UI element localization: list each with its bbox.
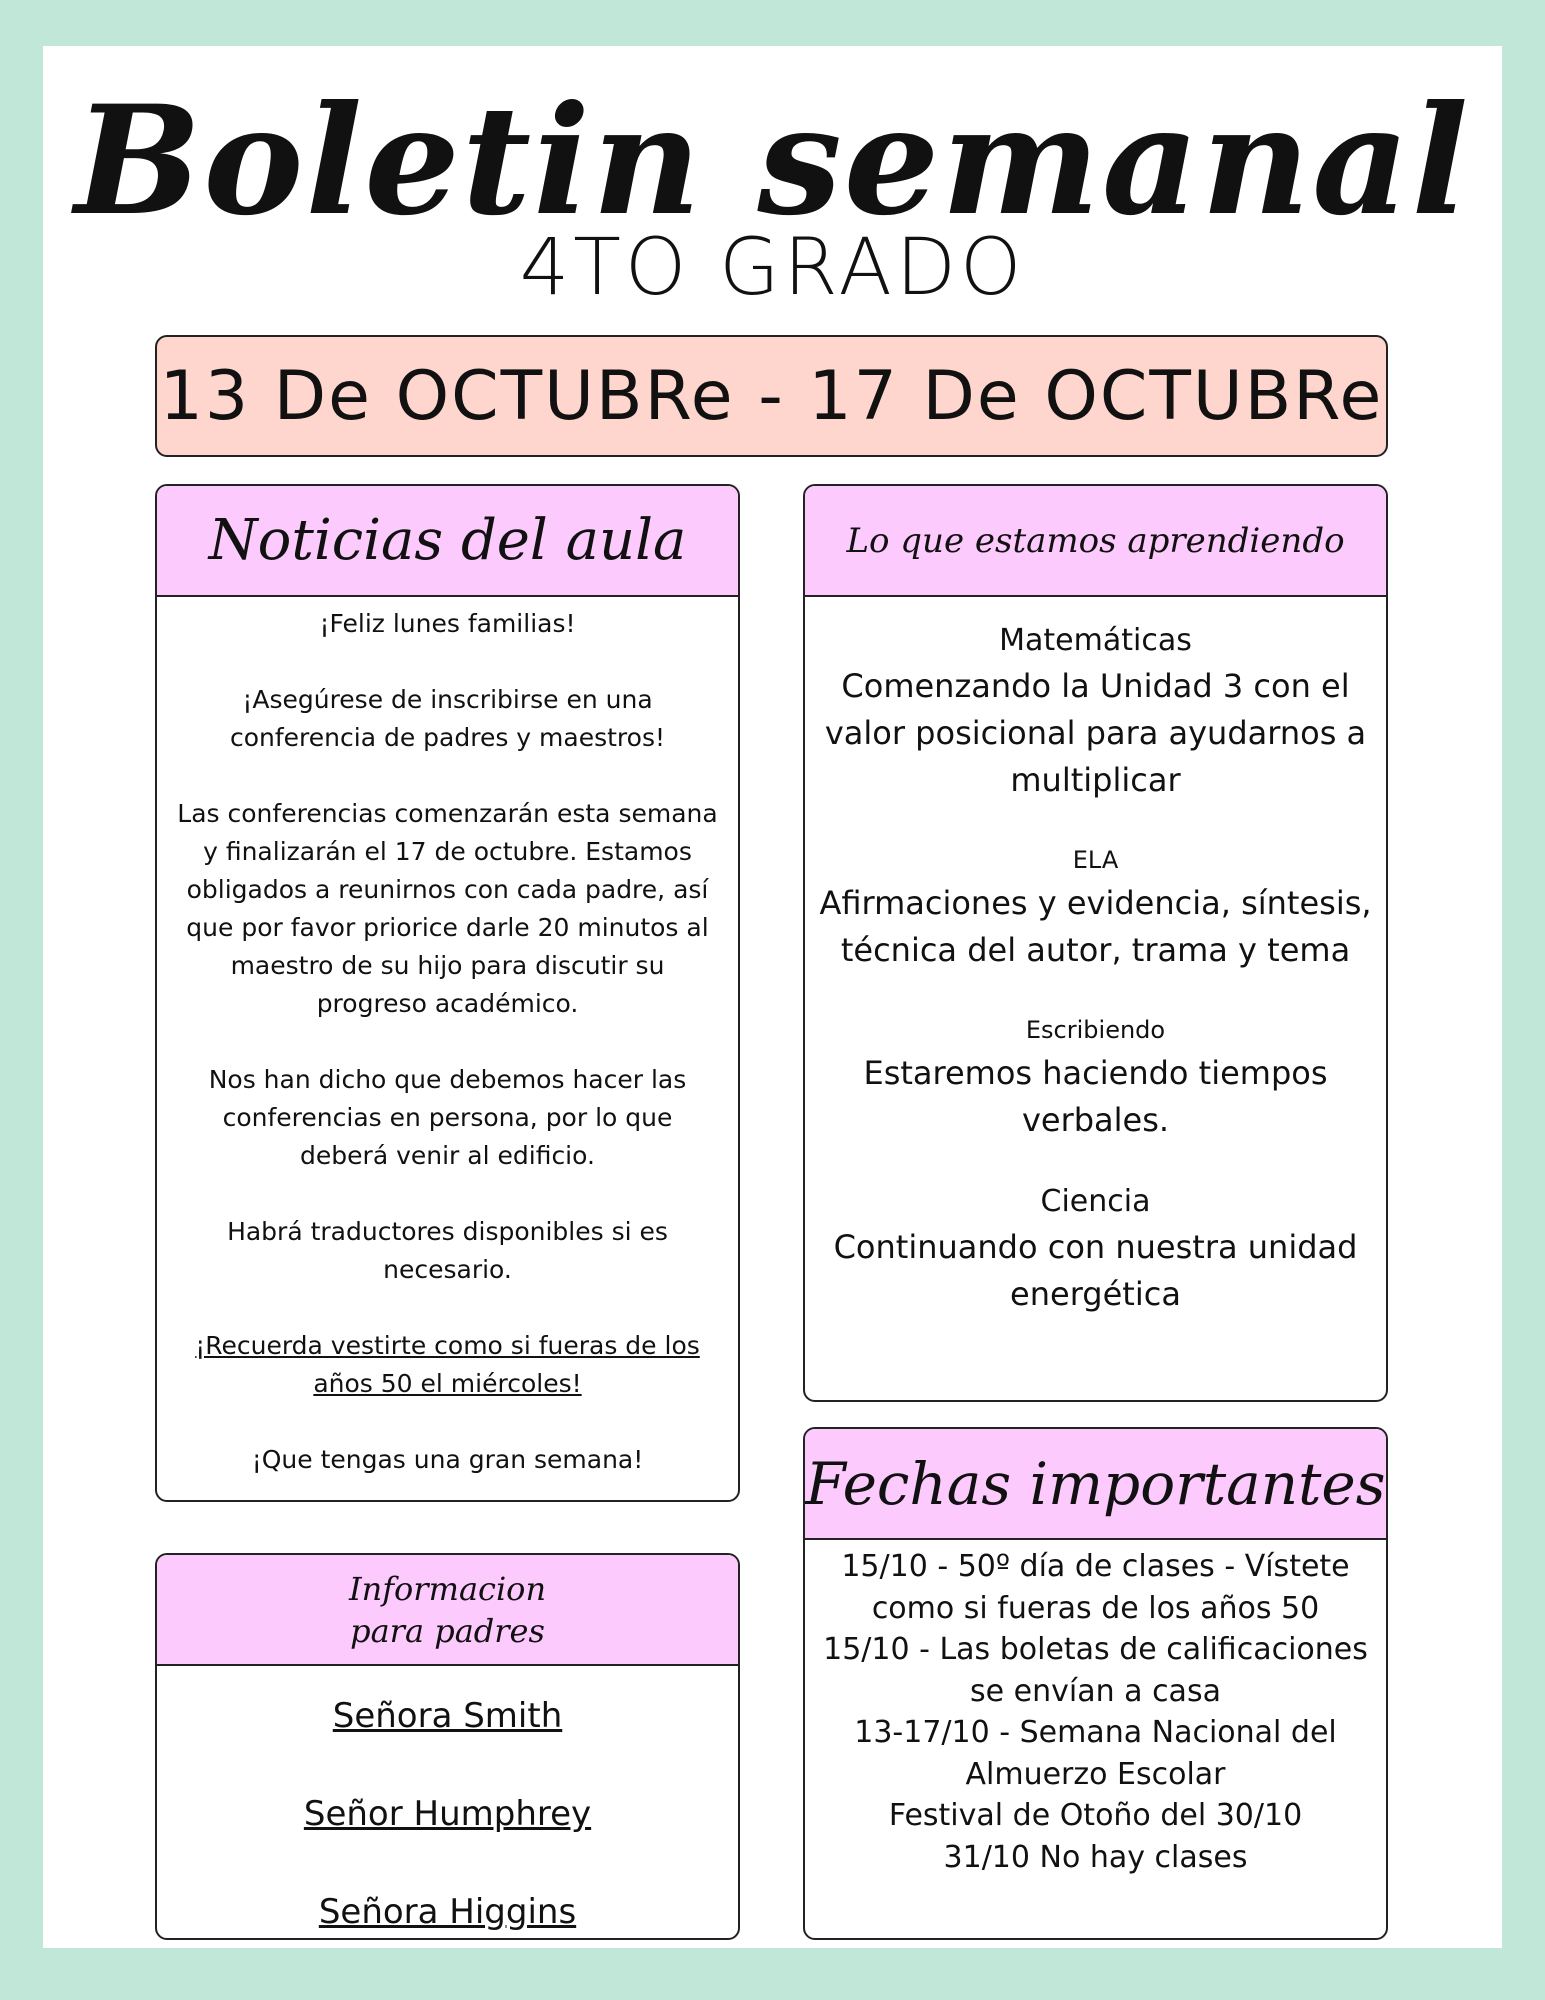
subject-name: ELA <box>1072 846 1119 874</box>
date-line: 15/10 - 50º día de clases - Vístete <box>841 1549 1350 1584</box>
subject-text: Estaremos haciendo tiempos verbales. <box>863 1054 1328 1139</box>
subject-science <box>815 1180 1376 1318</box>
parent-info-body <box>157 1666 738 1936</box>
important-dates-heading: Fechas importantes <box>805 1429 1386 1540</box>
newsletter-title: Boletin semanal <box>74 73 1471 249</box>
classroom-news-body <box>157 597 738 1479</box>
subject-text: Continuando con nuestra unidad energética <box>833 1228 1358 1313</box>
date-line: 15/10 - Las boletas de calificaciones <box>823 1632 1368 1667</box>
date-line: Almuerzo Escolar <box>965 1756 1226 1792</box>
parent-info-heading: Informacion para padres <box>157 1555 738 1666</box>
parent-info-card <box>155 1553 740 1940</box>
news-dress-up-reminder: ¡Recuerda vestirte como si fueras de los años 50 el miércoles! <box>195 1331 700 1398</box>
subject-name: Escribiendo <box>1025 1016 1166 1044</box>
classroom-news-heading: Noticias del aula <box>157 486 738 597</box>
news-translators: Habrá traductores disponibles si es necesario. <box>227 1217 668 1284</box>
news-in-person: Nos han dicho que debemos hacer las conferencias en persona, por lo que deberá venir al edificio. <box>208 1065 687 1170</box>
subject-name: Matemáticas <box>999 623 1192 658</box>
learning-body <box>805 597 1386 1318</box>
parent-contact-link[interactable]: Señora Smith <box>332 1696 563 1736</box>
subject-text: Afirmaciones y evidencia, síntesis, técnica del autor, trama y tema <box>819 884 1372 969</box>
parent-contact-link[interactable]: Señora Higgins <box>318 1892 577 1932</box>
date-line: Festival de Otoño del 30/10 <box>888 1798 1303 1833</box>
subject-math <box>815 619 1376 804</box>
learning-card <box>803 484 1388 1402</box>
date-line: se envían a casa <box>970 1673 1221 1709</box>
important-dates-body <box>805 1540 1386 1878</box>
subject-ela <box>815 840 1376 974</box>
important-dates-card <box>803 1427 1388 1940</box>
grade-subtitle: 4TO GRADO <box>519 223 1026 313</box>
newsletter-page <box>43 46 1502 1948</box>
news-conference-dates: Las conferencias comenzarán esta semana y finalizarán el 17 de octubre. Estamos obligados a reunirnos con cada padre, así que por favor priorice darle 20 minutos al maestro de su hijo para discutir su progreso académico. <box>177 799 718 1018</box>
subject-text: Comenzando la Unidad 3 con el valor posicional para ayudarnos a multiplicar <box>824 667 1367 799</box>
date-range-banner: 13 De OCTUBRe - 17 De OCTUBRe <box>155 335 1388 457</box>
news-conference-signup: ¡Asegúrese de inscribirse en una conferencia de padres y maestros! <box>229 685 665 752</box>
date-line: 31/10 No hay clases <box>943 1839 1248 1875</box>
subject-writing <box>815 1010 1376 1144</box>
date-line: como si fueras de los años 50 <box>871 1590 1320 1626</box>
subject-name: Ciencia <box>1040 1184 1151 1219</box>
parent-contact-link[interactable]: Señor Humphrey <box>303 1794 592 1834</box>
news-closing: ¡Que tengas una gran semana! <box>251 1445 644 1474</box>
date-line: 13-17/10 - Semana Nacional del <box>854 1715 1337 1750</box>
news-greeting: ¡Feliz lunes familias! <box>319 609 576 638</box>
classroom-news-card <box>155 484 740 1502</box>
learning-heading: Lo que estamos aprendiendo <box>805 486 1386 597</box>
